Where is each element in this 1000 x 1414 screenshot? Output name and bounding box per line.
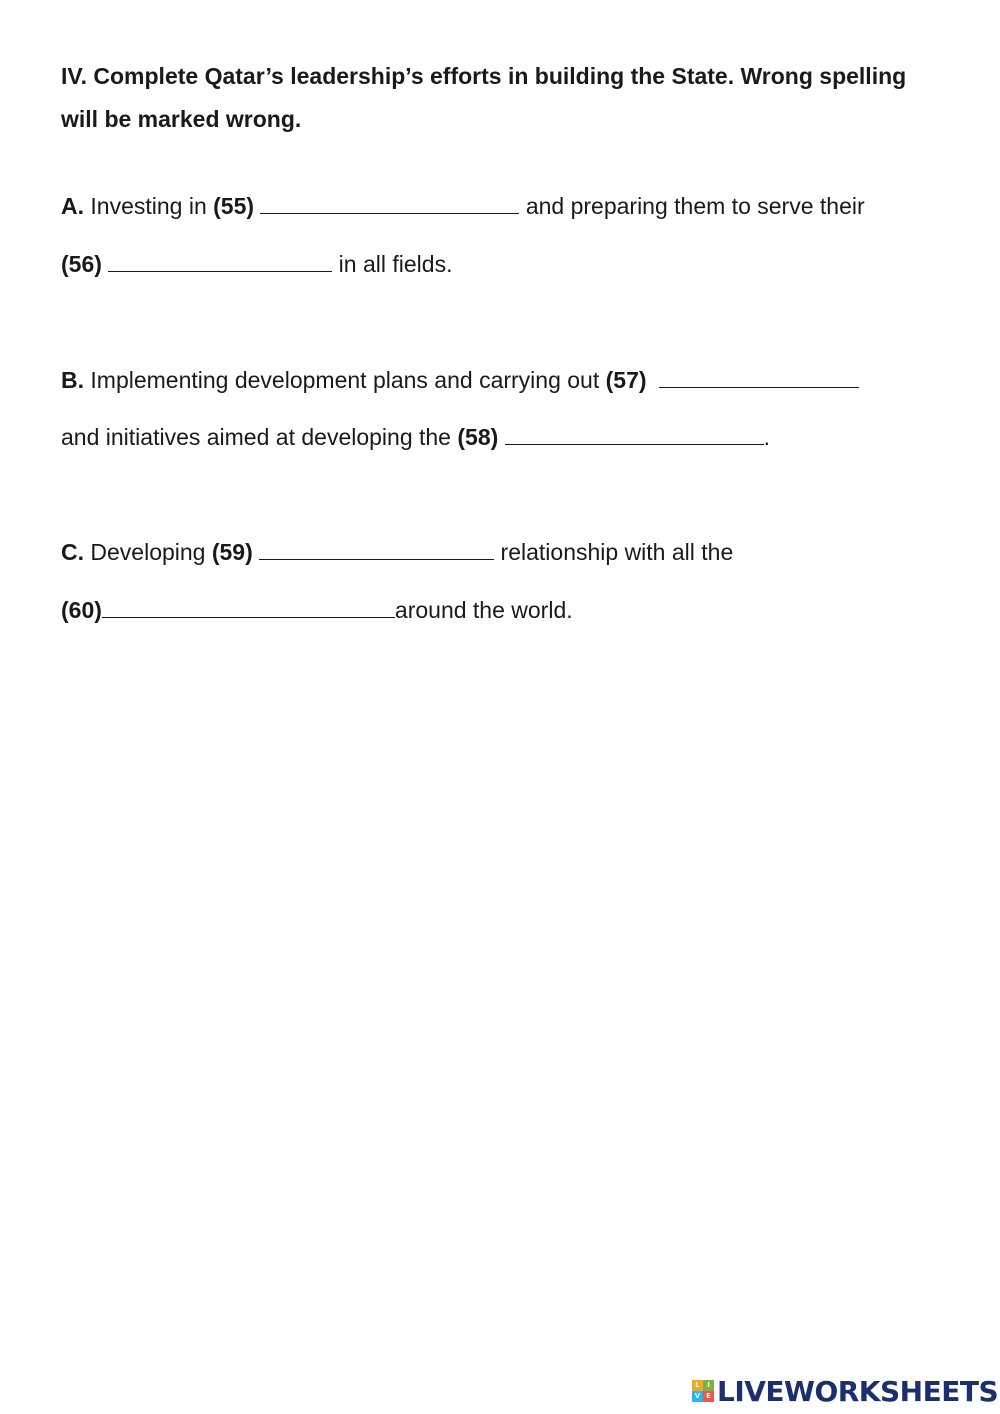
question-number-59: (59) <box>211 539 253 565</box>
item-a-letter: A. <box>61 193 84 219</box>
instructions-line-1: IV. Complete Qatar’s leadership’s efforts in building the State. Wrong spelling <box>61 63 907 89</box>
liveworksheets-logo-icon <box>692 1380 714 1402</box>
instructions-line-2: will be marked wrong. <box>61 106 302 132</box>
question-number-56: (56) <box>61 251 102 277</box>
item-b-text-1: Implementing development plans and carrying out <box>84 367 606 393</box>
item-b-line-1 <box>61 365 859 395</box>
answer-blank-58[interactable] <box>505 424 764 445</box>
item-b-line-2 <box>61 422 770 452</box>
logo-mark-e: E <box>703 1391 714 1402</box>
logo-mark-v: V <box>692 1391 703 1402</box>
logo-mark-i: I <box>703 1380 714 1391</box>
item-c-text-2: relationship with all the <box>494 539 734 565</box>
question-number-55: (55) <box>213 193 255 219</box>
question-number-57: (57) <box>605 367 647 393</box>
item-b-text-3: . <box>763 424 771 450</box>
item-c-letter: C. <box>61 539 84 565</box>
item-c-text-3: around the world. <box>394 597 573 623</box>
answer-blank-60[interactable] <box>102 597 395 618</box>
liveworksheets-logo-text: LIVEWORKSHEETS <box>717 1374 999 1408</box>
item-c-line-1 <box>61 537 733 567</box>
answer-blank-57[interactable] <box>659 367 859 388</box>
item-a-text-3: in all fields. <box>332 251 453 277</box>
item-a-line-2 <box>61 249 452 279</box>
item-b-letter: B. <box>61 367 84 393</box>
answer-blank-55[interactable] <box>260 193 519 214</box>
item-a-text-1: Investing in <box>84 193 214 219</box>
answer-blank-56[interactable] <box>108 251 332 272</box>
item-a-line-1 <box>61 191 865 221</box>
item-c-line-2 <box>61 595 573 625</box>
logo-mark-l: L <box>692 1380 703 1391</box>
item-c-text-1: Developing <box>84 539 212 565</box>
question-number-60: (60) <box>61 597 102 623</box>
item-b-text-2: and initiatives aimed at developing the <box>61 424 458 450</box>
liveworksheets-logo <box>692 1376 998 1406</box>
question-number-58: (58) <box>457 424 499 450</box>
item-a-text-2: and preparing them to serve their <box>519 193 865 219</box>
answer-blank-59[interactable] <box>259 539 494 560</box>
